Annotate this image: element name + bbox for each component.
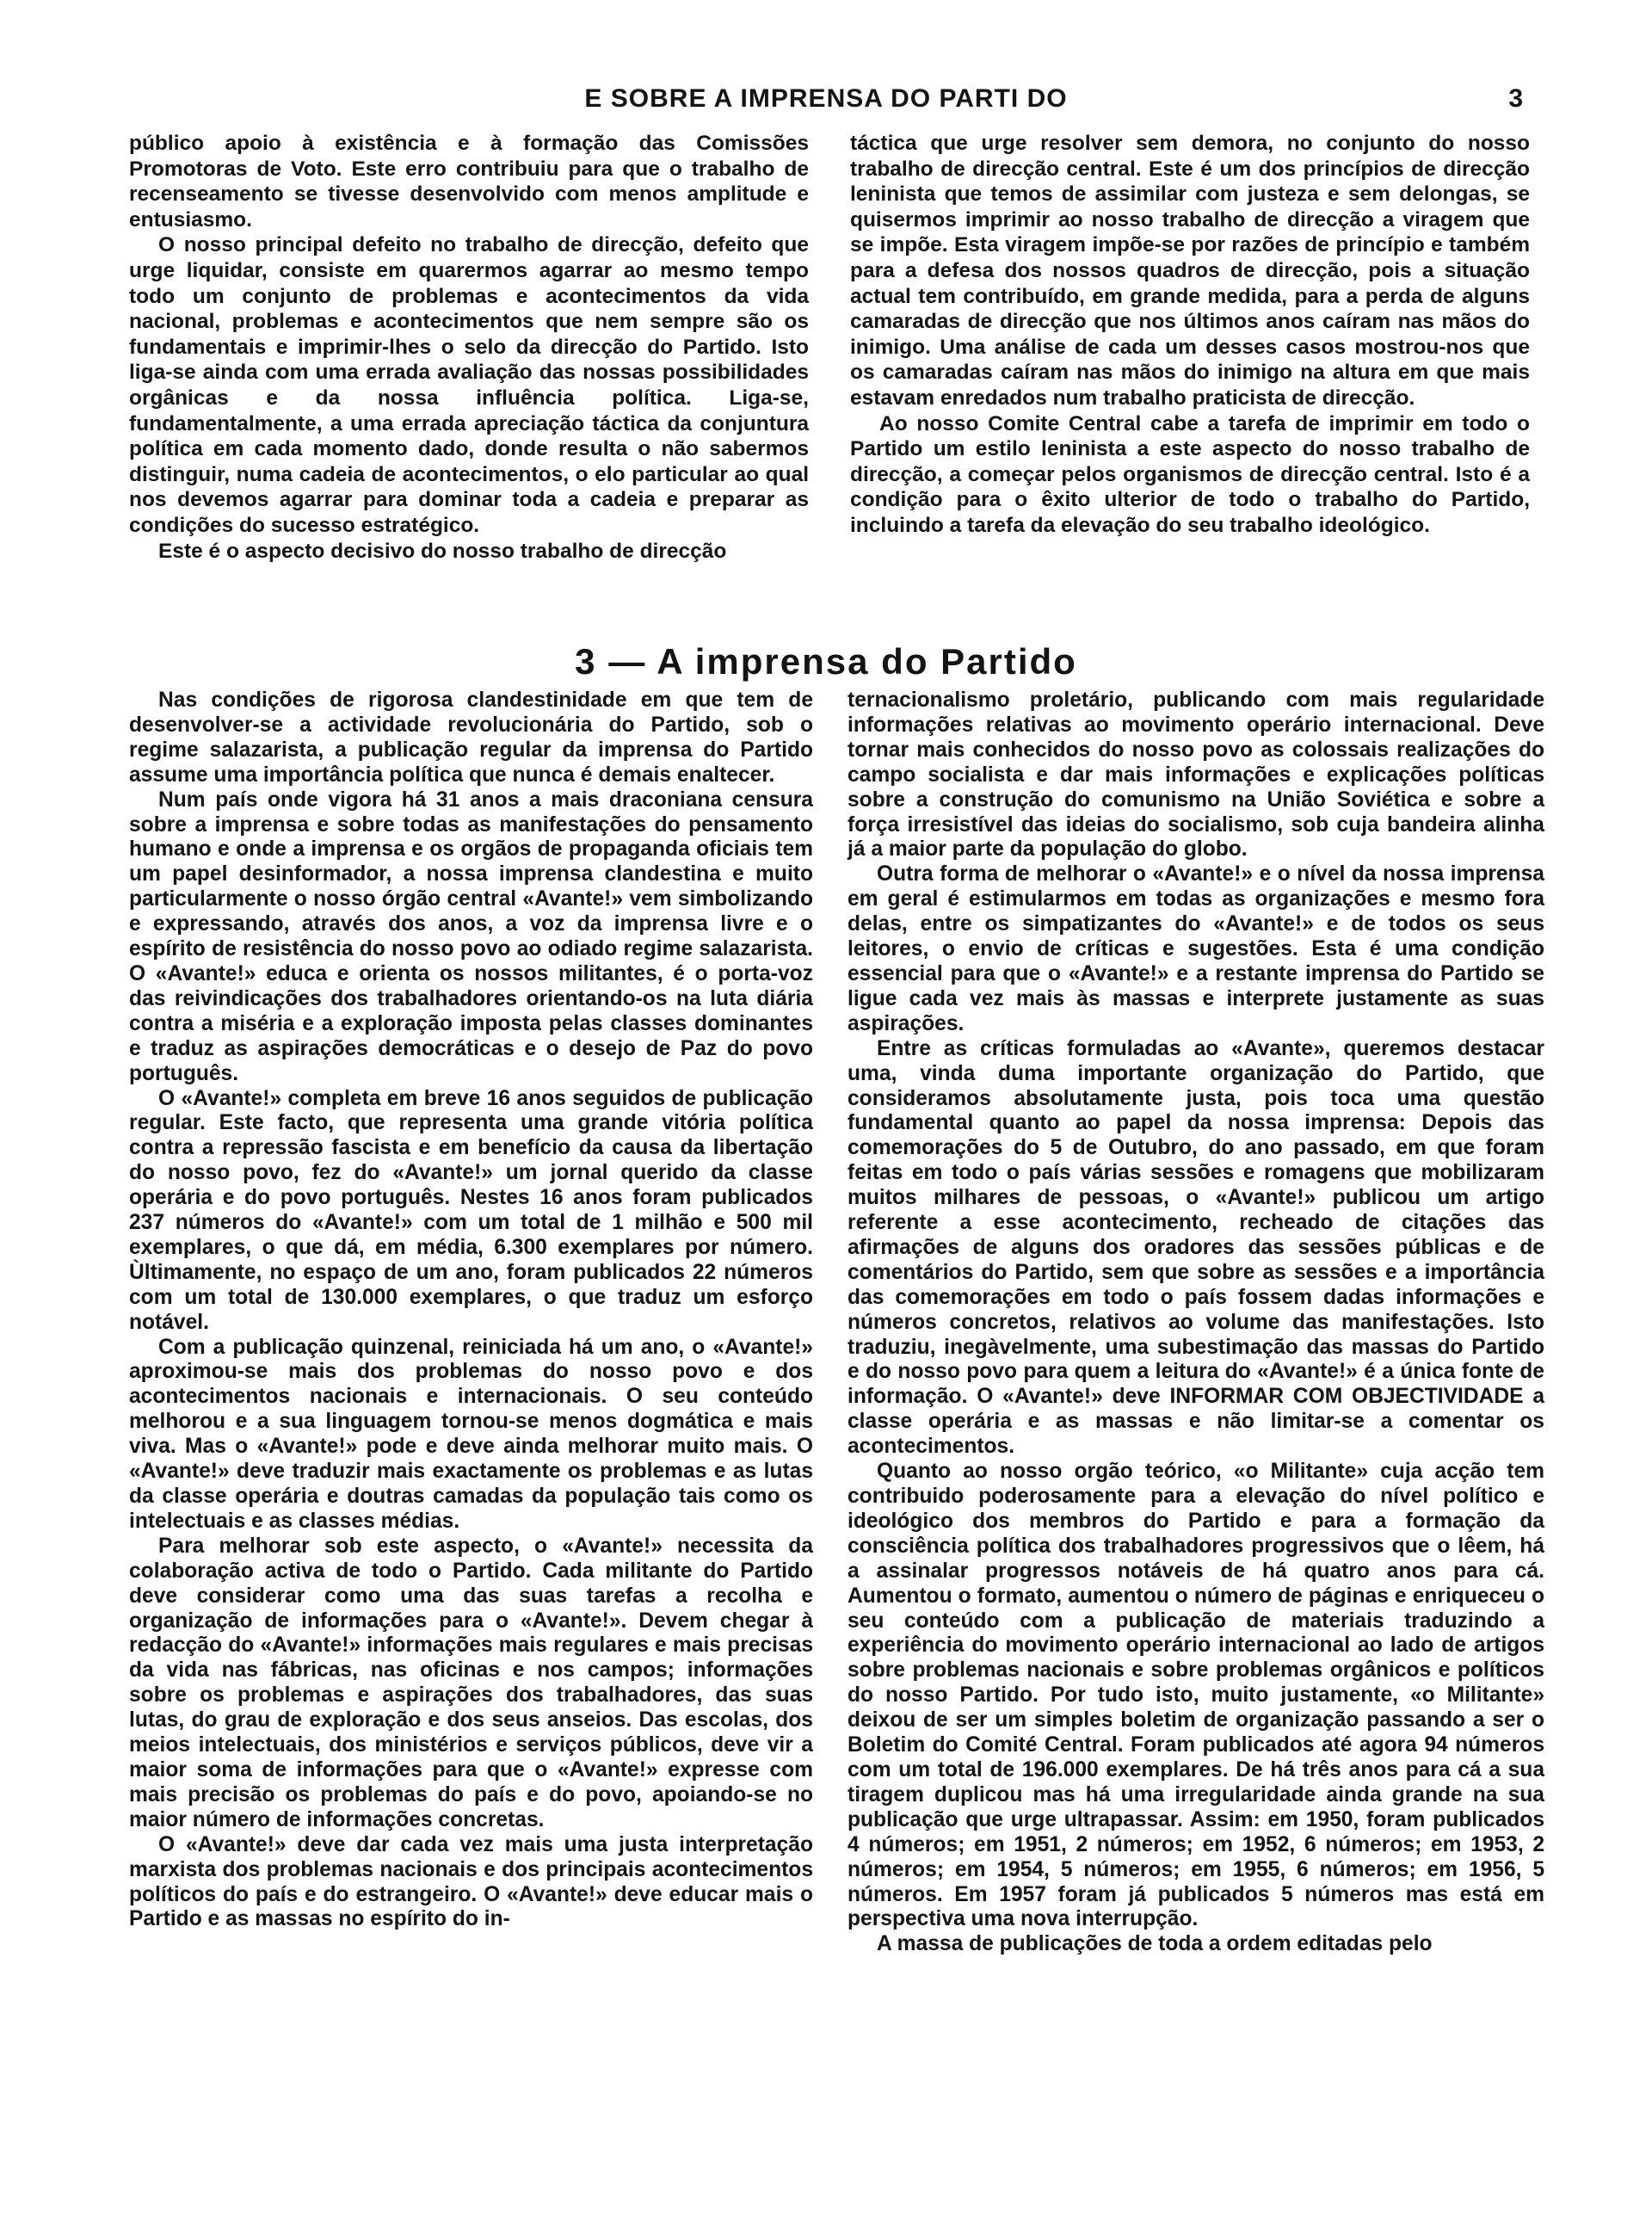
paragraph: público apoio à existência e à formação das Comissões Promotoras de Voto. Este erro contribuiu para que o trabalho de recenseamento se tivesse desenvolvido com menos amplitude e entusiasmo. bbox=[129, 132, 809, 232]
paragraph: Entre as críticas formuladas ao «Avante», queremos destacar uma, vinda duma importante organização do Partido, que consideramos absolutamente justa, pois toca uma questão fundamental quanto ao papel da nossa imprensa: Depois das comemorações do 5 de Outubro, do ano passado, em que foram feitas em todo o país várias sessões e romagens que mobilizaram muitos milhares de pessoas, o «Avante!» publicou um artigo referente a esse acontecimento, recheado de citações das afirmações de alguns dos oradores das sessões públicas e de comentários do Partido, sem que sobre as sessões e a importância das comemorações em todo o país fossem dadas informações e números concretos, relativos ao volume das manifestações. Isto traduziu, inegàvelmente, uma subestimação das massas do Partido e do nosso povo para quem a leitura do «Avante!» é a única fonte de informação. O «Avante!» deve INFORMAR COM OBJECTIVIDADE a classe operária e as massas e não limitar-se a comentar os acontecimentos. bbox=[848, 1036, 1544, 1459]
paragraph: Outra forma de melhorar o «Avante!» e o nível da nossa imprensa em geral é estimularmos em todas as organizações e mesmo fora delas, entre os simpatizantes do «Avante!» e de todos os seus leitores, o envio de críticas e sugestões. Esta é uma condição essencial para que o «Avante!» e a restante imprensa do Partido se ligue cada vez mais às massas e interprete justamente as suas aspirações. bbox=[848, 862, 1544, 1035]
top-left-column bbox=[129, 131, 809, 564]
paragraph: O nosso principal defeito no trabalho de direcção, defeito que urge liquidar, consiste em quarermos agarrar ao mesmo tempo todo um conjunto de problemas e acontecimentos da vida nacional, problemas e acontecimentos que nem sempre são os fundamentais e imprimir-lhes o selo da direcção do Partido. Isto liga-se ainda com uma errada avaliação das nossas possibilidades orgânicas e da nossa influência política. Liga-se, fundamentalmente, a uma errada apreciação táctica da conjuntura política em cada momento dado, donde resulta o não sabermos distinguir, numa cadeia de acontecimentos, o elo particular ao qual nos devemos agarrar para dominar toda a cadeia e preparar as condições do sucesso estratégico. bbox=[129, 233, 809, 537]
paragraph: táctica que urge resolver sem demora, no conjunto do nosso trabalho de direcção central. Este é um dos princípios de direcção leninista que temos de assimilar com justeza e sem delongas, se quisermos imprimir ao nosso trabalho de direcção a viragem que se impõe. Esta viragem impõe-se por razões de princípio e também para a defesa dos nossos quadros de direcção, pois a situação actual tem contribuído, em grande medida, para a perda de alguns camaradas de direcção que nos últimos anos caíram nas mãos do inimigo. Uma análise de cada um desses casos mostrou-nos que os camaradas caíram nas mãos do inimigo na altura em que mais estavam enredados num trabalho praticista de direcção. bbox=[850, 132, 1530, 410]
paragraph: Com a publicação quinzenal, reiniciada há um ano, o «Avante!» aproximou-se mais dos problemas do nosso povo e dos acontecimentos nacionais e internacionais. O seu conteúdo melhorou e a sua linguagem tornou-se menos dogmática e mais viva. Mas o «Avante!» pode e deve ainda melhorar muito mais. O «Avante!» deve traduzir mais exactamente os problemas e as lutas da classe operária e doutras camadas da população tais como os intelectuais e as classes médias. bbox=[129, 1335, 813, 1533]
paragraph: Quanto ao nosso orgão teórico, «o Militante» cuja acção tem contribuido poderosamente para a elevação do nível político e ideológico dos membros do Partido e para a formação da consciência política dos trabalhadores progressivos que o lêem, há a assinalar progressos notáveis de há quatro anos para cá. Aumentou o formato, aumentou o número de páginas e enriqueceu o seu conteúdo com a publicação de materiais traduzindo a experiência do movimento operário internacional ao lado de artigos sobre problemas nacionais e sobre problemas orgânicos e políticos do nosso Partido. Por tudo isto, muito justamente, «o Militante» deixou de ser um simples boletim de organização passando a ser o Boletim do Comité Central. Foram publicados até agora 94 números com um total de 196.000 exemplares. De há três anos para cá a sua tiragem duplicou mas há uma irregularidade ainda grande na sua publicação que urge ultrapassar. Assim: em 1950, foram publicados 4 números; em 1951, 2 números; em 1952, 6 números; em 1953, 2 números; em 1954, 5 números; em 1955, 6 números; em 1956, 5 números. Em 1957 foram já publicados 5 números mas está em perspectiva uma nova interrupção. bbox=[848, 1460, 1544, 1931]
paragraph: Este é o aspecto decisivo do nosso trabalho de direcção bbox=[158, 539, 727, 563]
paragraph: Ao nosso Comite Central cabe a tarefa de imprimir em todo o Partido um estilo leninista a este aspecto do nosso trabalho de direcção, a começar pelos organismos de direcção central. Isto é a condição para o êxito ulterior de todo o trabalho do Partido, incluindo a tarefa da elevação do seu trabalho ideológico. bbox=[850, 411, 1530, 537]
paragraph: Para melhorar sob este aspecto, o «Avante!» necessita da colaboração activa de todo o Partido. Cada militante do Partido deve considerar como uma das suas tarefas a recolha e organização de informações para o «Avante!». Devem chegar à redacção do «Avante!» informações mais regulares e mais precisas da vida nas fábricas, nas oficinas e nos campos; informações sobre os problemas e aspirações dos trabalhadores, das suas lutas, do grau de exploração e dos seus anseios. Das escolas, dos meios intelectuais, dos ministérios e serviços públicos, deve vir a maior soma de informações para que o «Avante!» expresse com mais precisão os problemas do país e do povo, apoiando-se no maior número de informações concretas. bbox=[129, 1534, 813, 1831]
paragraph: O «Avante!» deve dar cada vez mais uma justa interpretação marxista dos problemas nacionais e dos principais acontecimentos políticos do país e do estrangeiro. O «Avante!» deve educar mais o Partido e as massas no espírito do in- bbox=[129, 1832, 813, 1931]
top-right-column bbox=[850, 131, 1530, 539]
page-number: 3 bbox=[1508, 84, 1523, 113]
bottom-left-column bbox=[129, 689, 813, 1932]
paragraph: Nas condições de rigorosa clandestinidade em que tem de desenvolver-se a actividade revolucionária do Partido, sob o regime salazarista, a publicação regular da imprensa do Partido assume uma importância política que nunca é demais enaltecer. bbox=[129, 689, 813, 787]
bottom-right-column bbox=[848, 689, 1544, 1957]
paragraph: Num país onde vigora há 31 anos a mais draconiana censura sobre a imprensa e sobre todas as manifestações do pensamento humano e onde a imprensa e os orgãos de propaganda oficiais tem um papel desinformador, a nossa imprensa clandestina e muito particularmente o nosso órgão central «Avante!» vem simbolizando e expressando, através dos anos, a voz da imprensa livre e o espírito de resistência do nosso povo ao odiado regime salazarista. O «Avante!» educa e orienta os nossos militantes, é o porta-voz das reivindicações dos trabalhadores orientando-os na luta diária contra a miséria e a exploração imposta pelas classes dominantes e traduz as aspirações democráticas e o desejo de Paz do povo português. bbox=[129, 787, 813, 1085]
running-head-title: E SOBRE A IMPRENSA DO PARTI DO bbox=[584, 84, 1068, 113]
paragraph: A massa de publicações de toda a ordem editadas pelo bbox=[877, 1932, 1433, 1956]
section-heading: 3 — A imprensa do Partido bbox=[575, 641, 1077, 682]
paragraph: ternacionalismo proletário, publicando com mais regularidade informações relativas ao movimento operário internacional. Deve tornar mais conhecidos do nosso povo as colossais realizações do campo socialista e dar mais informações e explicações políticas sobre a construção do comunismo na União Soviética e sobre a força irresistível das ideias do socialismo, sob cuja bandeira alinha já a maior parte da população do globo. bbox=[848, 689, 1544, 861]
paragraph: O «Avante!» completa em breve 16 anos seguidos de publicação regular. Este facto, que representa uma grande vitória política contra a repressão fascista e em benefício da causa da libertação do nosso povo, fez do «Avante!» um jornal querido da classe operária e do povo português. Nestes 16 anos foram publicados 237 números do «Avante!» com um total de 1 milhão e 500 mil exemplares, o que dá, em média, 6.300 exemplares por número. Ùltimamente, no espaço de um ano, foram publicados 22 números com um total de 130.000 exemplares, o que traduz um esforço notável. bbox=[129, 1086, 813, 1334]
